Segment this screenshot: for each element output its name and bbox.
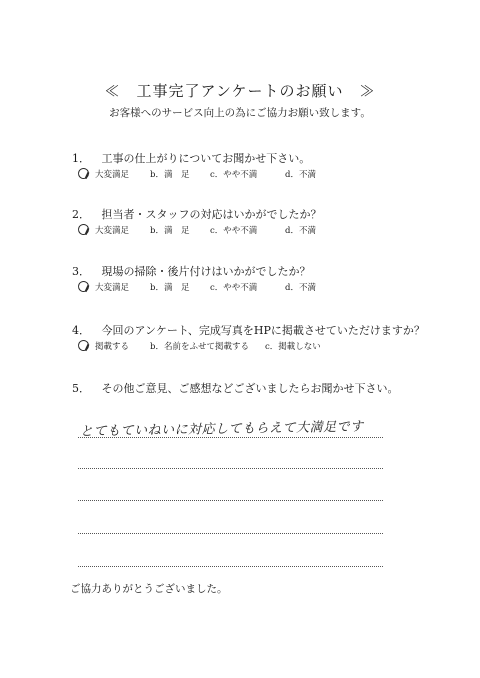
question-number: 1． [72, 152, 90, 165]
question-text: 現場の掃除・後片付けはいかがでしたか？ [101, 265, 311, 278]
option-b[interactable]: b．満 足 [150, 283, 190, 293]
options-q1 [0, 168, 480, 182]
option-a[interactable]: 大変満足 [95, 226, 130, 236]
question-2 [72, 206, 322, 222]
options-q4 [0, 340, 480, 354]
option-a[interactable]: 掲載する [95, 342, 130, 352]
answer-line [78, 566, 383, 567]
survey-title: ≪ 工事完了アンケートのお願い ≫ [104, 82, 376, 100]
question-number: 3． [72, 265, 90, 278]
option-d[interactable]: d．不満 [285, 283, 316, 293]
question-5 [72, 380, 399, 396]
question-text: 担当者・スタッフの対応はいかがでしたか？ [101, 208, 322, 221]
question-1 [72, 150, 310, 166]
options-q2 [0, 224, 480, 238]
question-number: 5． [72, 382, 90, 395]
option-c[interactable]: c．やや不満 [210, 283, 258, 293]
question-text: 工事の仕上がりについてお聞かせ下さい。 [101, 152, 311, 165]
option-c[interactable]: c．掲載しない [265, 342, 321, 352]
question-text: 今回のアンケート、完成写真をHPに掲載させていただけますか？ [101, 324, 425, 337]
answer-line [78, 533, 383, 534]
question-4 [72, 322, 425, 338]
survey-subtitle: お客様へのサービス向上の為にご協力お願い致します。 [109, 107, 371, 119]
option-b[interactable]: b．満 足 [150, 226, 190, 236]
option-c[interactable]: c．やや不満 [210, 170, 258, 180]
option-d[interactable]: d．不満 [285, 226, 316, 236]
option-b[interactable]: b．満 足 [150, 170, 190, 180]
comment-handwriting[interactable]: とてもていねいに対応してもらえて大満足です [79, 419, 364, 440]
question-number: 2． [72, 208, 90, 221]
option-b[interactable]: b．名前をふせて掲載する [150, 342, 249, 352]
thanks-message: ご協力ありがとうございました。 [70, 583, 228, 595]
answer-line [78, 500, 383, 501]
answer-line [78, 468, 383, 469]
question-text: その他ご意見、ご感想などございましたらお聞かせ下さい。 [101, 382, 399, 395]
options-q3 [0, 281, 480, 295]
option-a[interactable]: 大変満足 [95, 170, 130, 180]
question-number: 4． [72, 324, 90, 337]
option-d[interactable]: d．不満 [285, 170, 316, 180]
question-3 [72, 263, 311, 279]
option-c[interactable]: c．やや不満 [210, 226, 258, 236]
option-a[interactable]: 大変満足 [95, 283, 130, 293]
answer-line [78, 437, 383, 438]
